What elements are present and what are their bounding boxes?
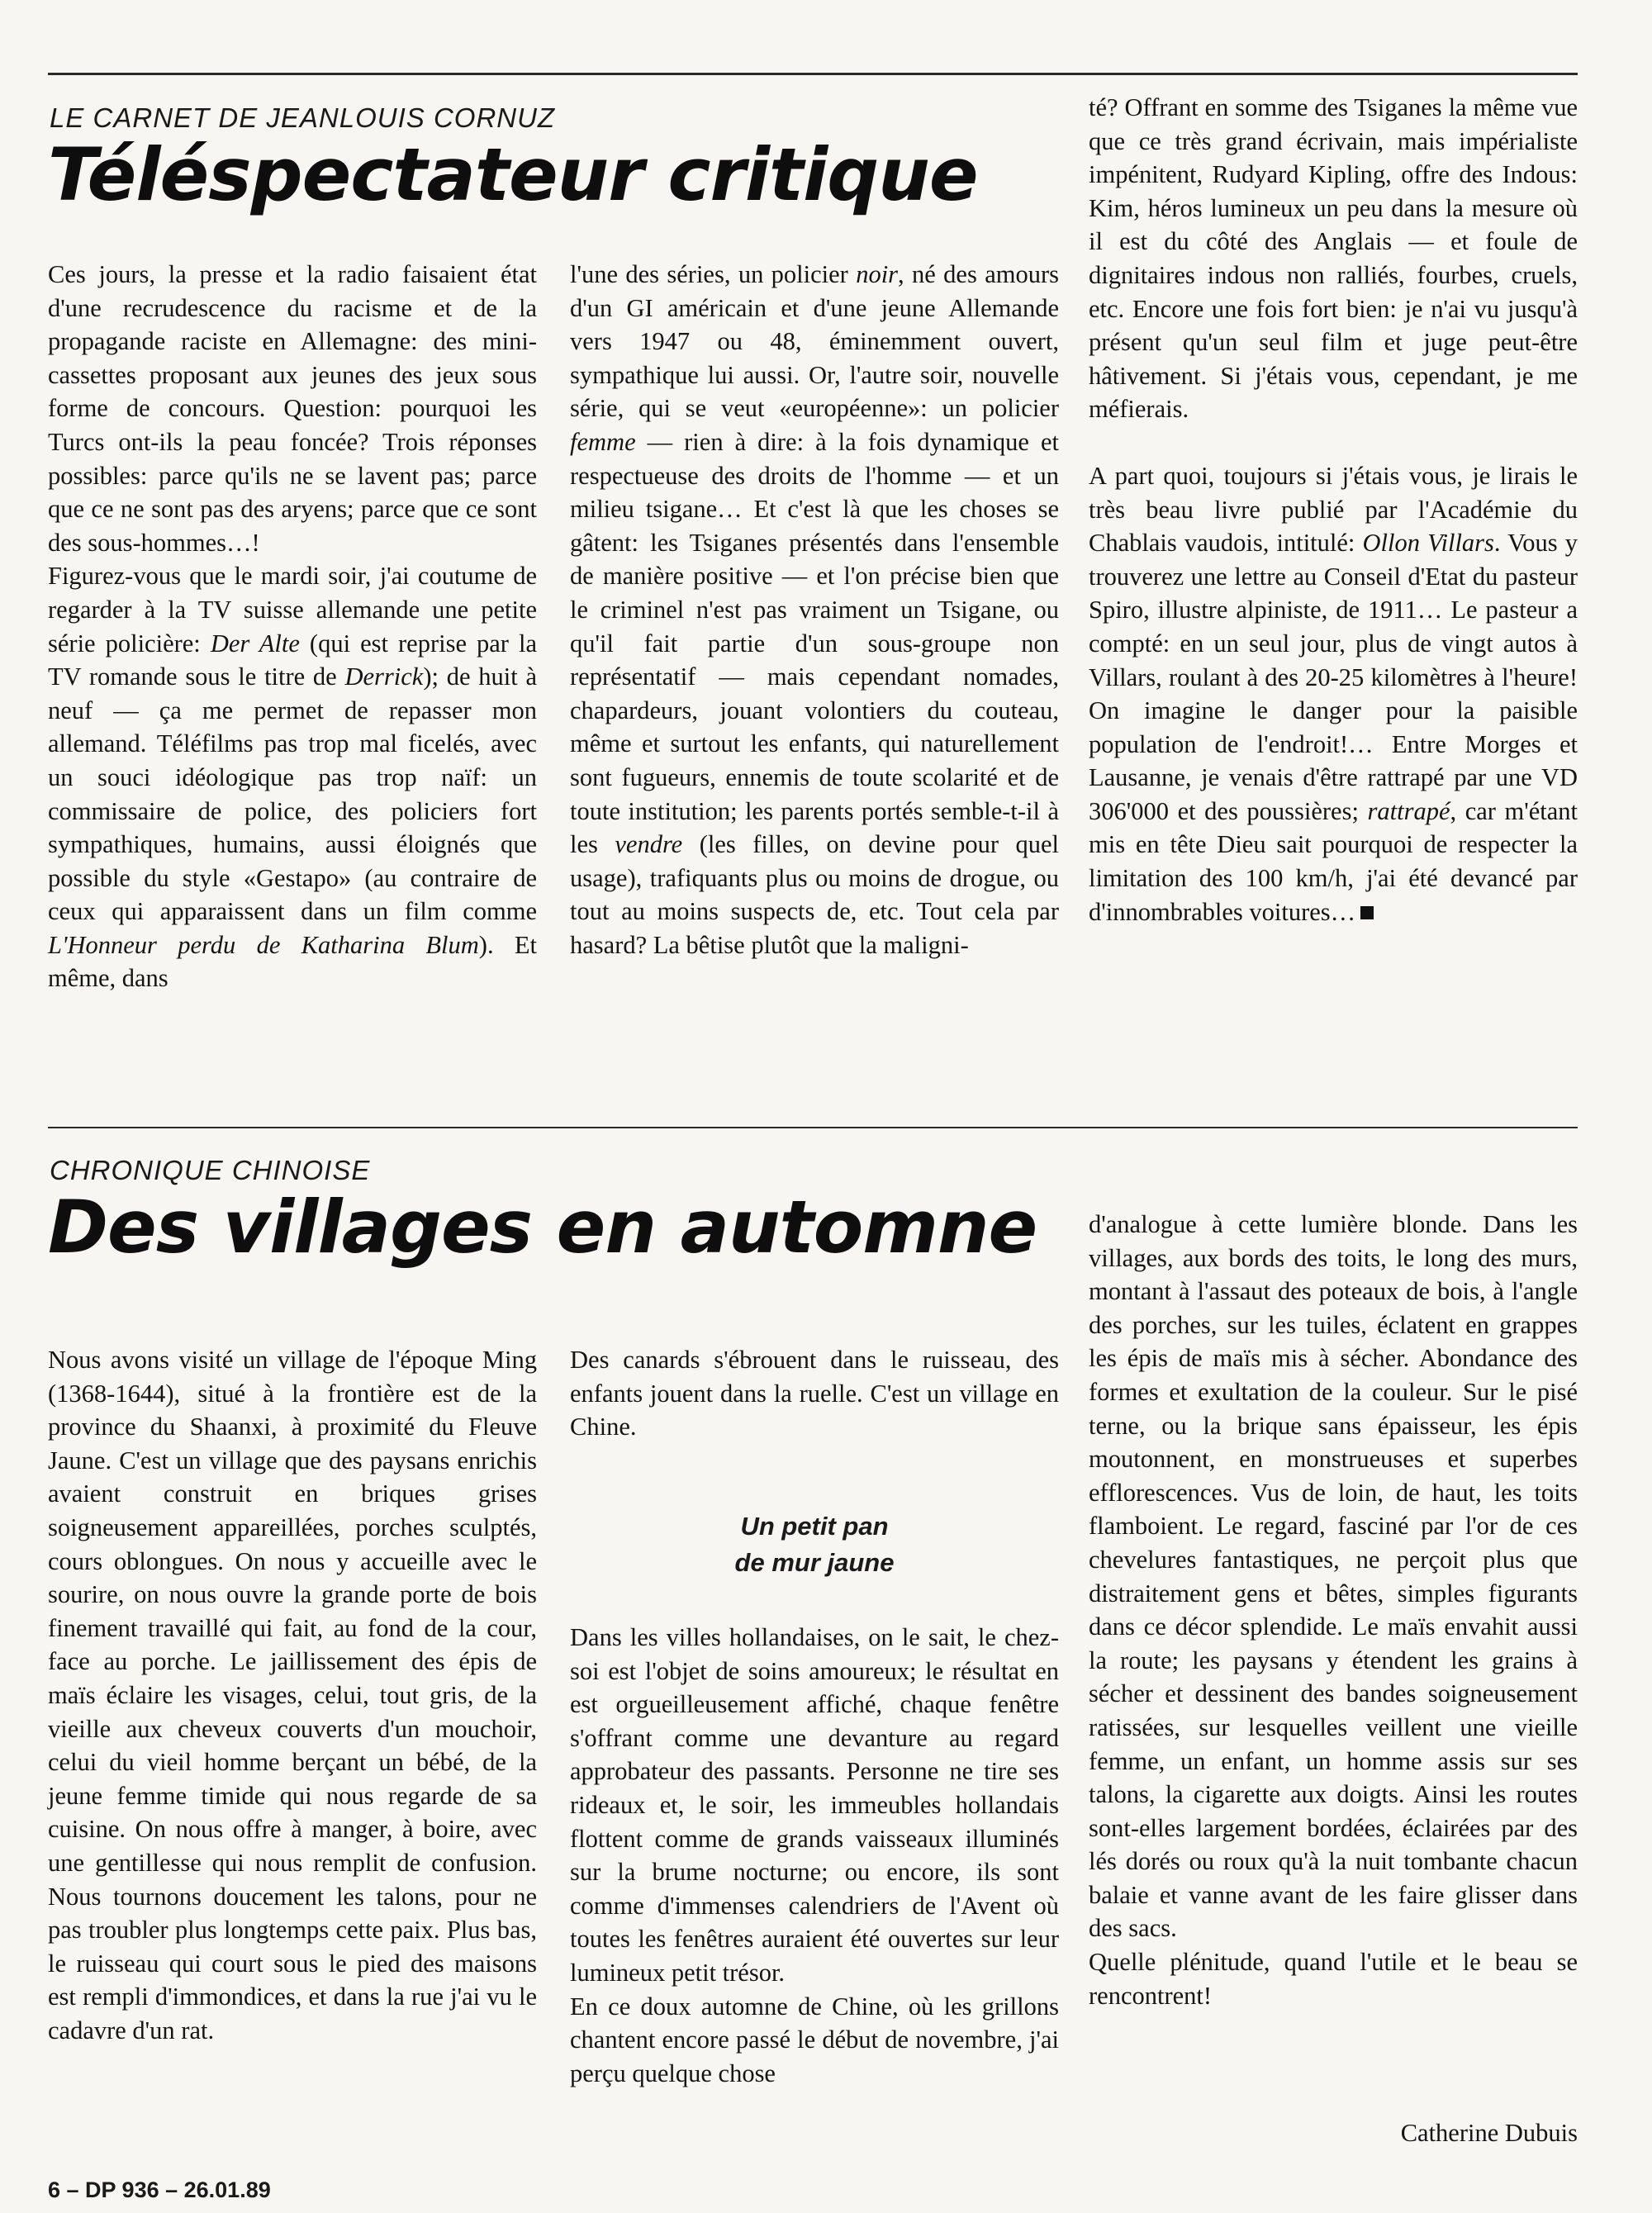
article2-paragraph: d'analogue à cette lumière blonde. Dans les villages, aux bords des toits, le long des murs, montant à l'assaut des poteaux de bois, à l'angle des porches, sur les tuiles, éclatent en grappes les épis de maïs mis à sécher. Abondance des formes et exultation de la couleur. Sur le pisé terne, ou la brique sans épaisseur, les épis moutonnent, en monstrueuses et superbes efflorescences. Vus de loin, de haut, les toits flamboient. Le regard, fasciné par l'or de ces chevelures fantastiques, ne perçoit plus que distraitement gens et bêtes, simples figurants dans ce décor splendide. Le maïs envahit aussi la route; les paysans y étendent les grains à sécher et dessinent des bandes soigneusement ratissées, sur lesquelles veillent une vieille femme, un enfant, un homme assis sur ses talons, la cigarette aux doigts. Ainsi les routes sont-elles largement bordées, éclairées par des lés dorés ou roux qu'à la nuit tombante chacun balaie et vanne avant de les faire glisser dans des sacs. — [1089, 1210, 1578, 1943]
article2-paragraph: Des canards s'ébrouent dans le ruisseau, des enfants jouent dans la ruelle. C'est un village en Chine. — [570, 1346, 1059, 1441]
article2-paragraph: En ce doux automne de Chine, où les grillons chantent encore passé le début de novembre, j'ai perçu quelque chose — [570, 1992, 1059, 2087]
article1-column-2 — [570, 258, 1059, 962]
article1-kicker: LE CARNET DE JEANLOUIS CORNUZ — [50, 102, 556, 133]
article1-paragraph: Ces jours, la presse et la radio faisaient état d'une recrudescence du racisme et de la propagande raciste en Allemagne: des mini-cassettes proposant aux jeunes des jeux sous forme de concours. Question: pourquoi les Turcs ont-ils la peau foncée? Trois réponses possibles: parce qu'ils ne se lavent pas; parce que ce ne sont pas des aryens; parce que ce sont des sous-hommes…! — [48, 260, 537, 557]
page-folio: 6 – DP 936 – 26.01.89 — [48, 2177, 271, 2202]
article2-column-1 — [48, 1343, 537, 2047]
article1-column-3 — [1089, 91, 1578, 928]
article1-column-1 — [48, 258, 537, 995]
article2-title: Des villages en automne — [48, 1185, 1037, 1270]
top-rule — [48, 73, 1578, 75]
article2-subhead: Un petit pan de mur jaune — [734, 1512, 895, 1577]
article1-paragraph: A part quoi, toujours si j'étais vous, je lirais le très beau livre publié par l'Académie du Chablais vaudois, intitulé: Ollon Villars. Vous y trouverez une lettre au Conseil d'Etat du pasteur Spiro, illustre alpiniste, de 1911… Le pasteur a compté: en un seul jour, plus de vingt autos à Villars, roulant à des 20-25 kilomètres à l'heure! On imagine le danger pour la paisible population de l'endroit!… Entre Morges et Lausanne, je venais d'être rattrapé par une VD 306'000 et des poussières; rattrapé, car m'étant mis en tête Dieu sait pourquoi de respecter la limitation des 100 km/h, j'ai été devancé par d'innombrables voitures… — [1089, 461, 1578, 926]
article1-title: Téléspectateur critique — [48, 132, 978, 217]
section-rule — [48, 1127, 1578, 1128]
article2-kicker: CHRONIQUE CHINOISE — [50, 1155, 371, 1185]
article2-paragraph: Quelle plénitude, quand l'utile et le beau se rencontrent! — [1089, 1948, 1578, 2010]
article1-paragraph: té? Offrant en somme des Tsiganes la même vue que ce très grand écrivain, mais impérialiste impénitent, Rudyard Kipling, offre des Indous: Kim, héros lumineux un peu dans la mesure où il est du côté des Anglais — et foule de dignitaires indous non ralliés, fourbes, cruels, etc. Encore une fois fort bien: je n'ai vu jusqu'à présent qu'un seul film et juge peut-être hâtivement. Si j'étais vous, cependant, je me méfierais. — [1089, 93, 1578, 424]
article2-column-2-continued — [570, 1621, 1059, 2090]
article1-paragraph: Figurez-vous que le mardi soir, j'ai coutume de regarder à la TV suisse allemande une petite série policière: Der Alte (qui est reprise par la TV romande sous le titre de Derrick); de huit à neuf — ça me permet de repasser mon allemand. Téléfilms pas trop mal ficelés, avec un souci idéologique pas trop naïf: un commissaire de police, des policiers fort sympathiques, humains, aussi éloignés que possible du style «Gestapo» (au contraire de ceux qui apparaissent dans un film comme L'Honneur perdu de Katharina Blum). Et même, dans — [48, 562, 538, 993]
author-signature: Catherine Dubuis — [1400, 2119, 1578, 2147]
end-of-article-mark — [1360, 906, 1374, 919]
article2-column-2 — [570, 1343, 1059, 1444]
article2-paragraph: Dans les villes hollandaises, on le sait, le chez-soi est l'objet de soins amoureux; le résultat en est orgueilleusement affiché, chaque fenêtre s'offrant comme une devanture au regard approbateur des passants. Personne ne tire ses rideaux et, le soir, les immeubles hollandais flottent comme de grands vaisseaux illuminés sur la brume nocturne; ou encore, ils sont comme d'immenses calendriers de l'Avent où toutes les fenêtres auraient été ouvertes sur leur lumineux petit trésor. — [570, 1623, 1059, 1987]
article2-paragraph: Nous avons visité un village de l'époque Ming (1368-1644), situé à la frontière est de la province du Shaanxi, à proximité du Fleuve Jaune. C'est un village que des paysans enrichis avaient construit en briques grises soigneusement appareillées, porches sculptés, cours oblongues. On nous y accueille avec le sourire, on nous ouvre la grande porte de bois finement travaillé qui fait, au fond de la cour, face au porche. Le jaillissement des épis de maïs éclaire les visages, celui, tout gris, de la vieille aux cheveux couverts d'un mouchoir, celui du vieil homme berçant un bébé, de la jeune femme timide qui nous regarde de sa cuisine. On nous offre à manger, à boire, avec une gentillesse qui nous remplit de confusion. Nous tournons doucement les talons, pour ne pas troubler plus longtemps cette paix. Plus bas, le ruisseau qui court sous le pied des maisons est rempli d'immondices, et dans la rue j'ai vu le cadavre d'un rat. — [48, 1346, 537, 2044]
article2-column-3 — [1089, 1208, 1578, 2012]
article1-paragraph: l'une des séries, un policier noir, né des amours d'un GI américain et d'une jeune Allemande vers 1947 ou 48, éminemment ouvert, sympathique lui aussi. Or, l'autre soir, nouvelle série, qui se veut «européenne»: un policier femme — rien à dire: à la fois dynamique et respectueuse des droits de l'homme — et un milieu tsigane… Et c'est là que les choses se gâtent: les Tsiganes présentés dans l'ensemble de manière positive — et l'on précise bien que le criminel n'est pas vraiment un Tsigane, ou qu'il fait partie d'un sous-groupe non représentatif — mais cependant nomades, chapardeurs, jouant volontiers du couteau, même et surtout les enfants, qui naturellement sont fugueurs, ennemis de toute scolarité et de toute institution; les parents portés semble-t-il à les vendre (les filles, on devine pour quel usage), trafiquants plus ou moins de drogue, ou tout au moins suspects de, etc. Tout cela par hasard? La bêtise plutôt que la maligni- — [570, 260, 1059, 959]
